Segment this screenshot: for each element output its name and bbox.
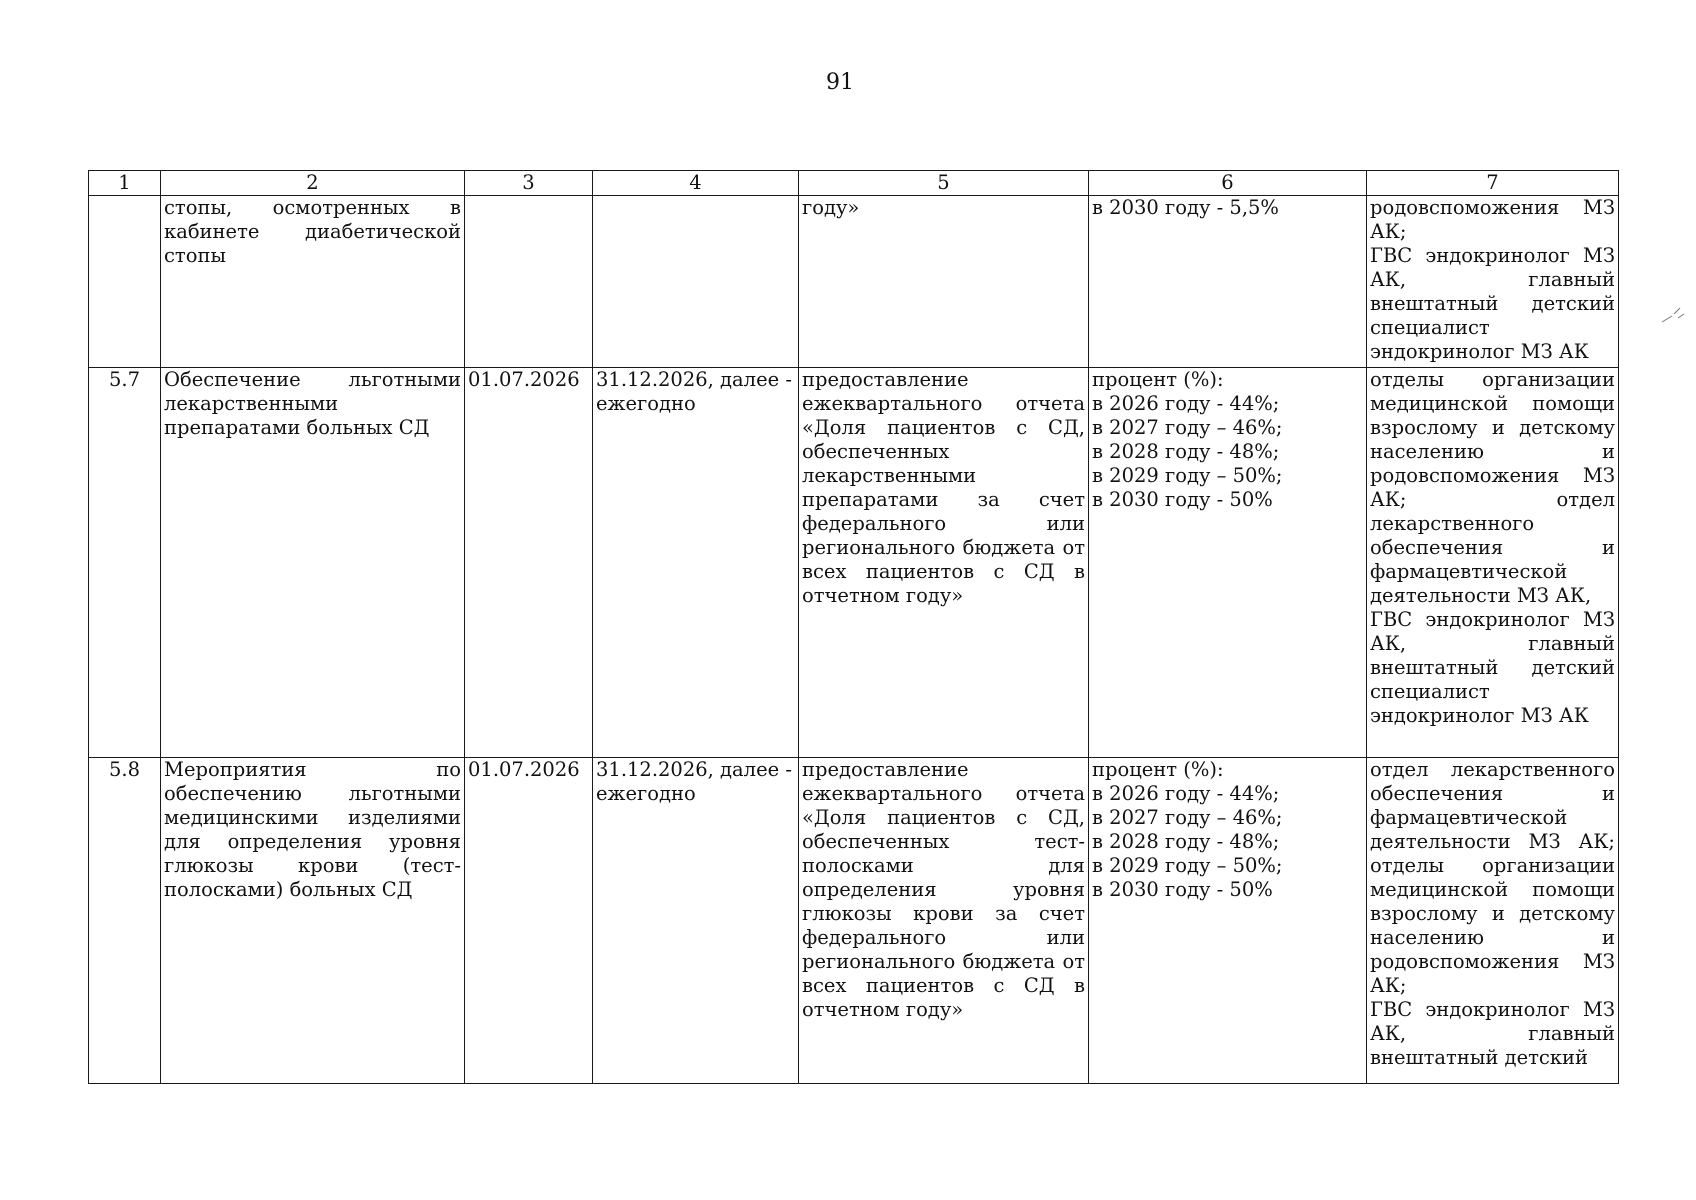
- plan-table: [88, 170, 1619, 1084]
- column-header-2: 2: [161, 171, 465, 196]
- row-number: 5.7: [89, 368, 161, 758]
- table-row: [89, 758, 1619, 1084]
- start-date-cell: 01.07.2026: [465, 758, 593, 1084]
- result-cell: году»: [799, 196, 1089, 368]
- measure-cell: Обеспечение льготными лекарственными препаратами больных СД: [161, 368, 465, 758]
- responsible-cell: [1367, 758, 1619, 1084]
- end-date-cell: [593, 196, 799, 368]
- responsible-cell: [1367, 196, 1619, 368]
- responsible-cell: [1367, 368, 1619, 758]
- scan-specks-decoration: [1658, 302, 1688, 332]
- column-header-7: 7: [1367, 171, 1619, 196]
- column-header-3: 3: [465, 171, 593, 196]
- indicator-text: процент (%): в 2026 году - 44%; в 2027 году – 46%; в 2028 году - 48%; в 2029 году – 50%; в 2030 году - 50%: [1092, 368, 1283, 511]
- indicator-cell: [1089, 196, 1367, 368]
- measure-cell: Мероприятия по обеспечению льготными медицинскими изделиями для определения уровня глюкозы крови (тест-полосками) больных СД: [161, 758, 465, 1084]
- table-row: [89, 196, 1619, 368]
- end-date-cell: 31.12.2026, далее - ежегодно: [593, 368, 799, 758]
- indicator-text: процент (%): в 2026 году - 44%; в 2027 году – 46%; в 2028 году - 48%; в 2029 году – 50%; в 2030 году - 50%: [1092, 758, 1283, 901]
- column-header-1: 1: [89, 171, 161, 196]
- result-cell: предоставление ежеквартального отчета «Доля пациентов с СД, обеспеченных лекарственными препаратами за счет федерального или регионального бюджета от всех пациентов с СД в отчетном году»: [799, 368, 1089, 758]
- measure-cell: стопы, осмотренных в кабинете диабетической стопы: [161, 196, 465, 368]
- responsible-text: родовспоможения МЗ АК; ГВС эндокринолог МЗ АК, главный внештатный детский специалист эндокринолог МЗ АК: [1370, 196, 1615, 363]
- row-number: 5.8: [89, 758, 161, 1084]
- column-number-row: [89, 171, 1619, 196]
- column-header-4: 4: [593, 171, 799, 196]
- column-header-6: 6: [1089, 171, 1367, 196]
- start-date-cell: [465, 196, 593, 368]
- table-row: [89, 368, 1619, 758]
- responsible-text: отдел лекарственного обеспечения и фармацевтической деятельности МЗ АК; отделы организации медицинской помощи взрослому и детскому населению и родовспоможения МЗ АК; ГВС эндокринолог МЗ АК, главный внештатный детский: [1370, 758, 1615, 1069]
- end-date-cell: 31.12.2026, далее - ежегодно: [593, 758, 799, 1084]
- indicator-cell: [1089, 758, 1367, 1084]
- indicator-cell: [1089, 368, 1367, 758]
- start-date-cell: 01.07.2026: [465, 368, 593, 758]
- column-header-5: 5: [799, 171, 1089, 196]
- responsible-text: отделы организации медицинской помощи взрослому и детскому населению и родовспоможения МЗ АК; отдел лекарственного обеспечения и фармацевтической деятельности МЗ АК, ГВС эндокринолог МЗ АК, главный внештатный детский специалист эндокринолог МЗ АК: [1370, 368, 1615, 727]
- result-cell: предоставление ежеквартального отчета «Доля пациентов с СД, обеспеченных тест-полосками для определения уровня глюкозы крови за счет федерального или регионального бюджета от всех пациентов с СД в отчетном году»: [799, 758, 1089, 1084]
- page-number: 91: [826, 70, 854, 95]
- indicator-text: в 2030 году - 5,5%: [1092, 196, 1279, 219]
- row-number: [89, 196, 161, 368]
